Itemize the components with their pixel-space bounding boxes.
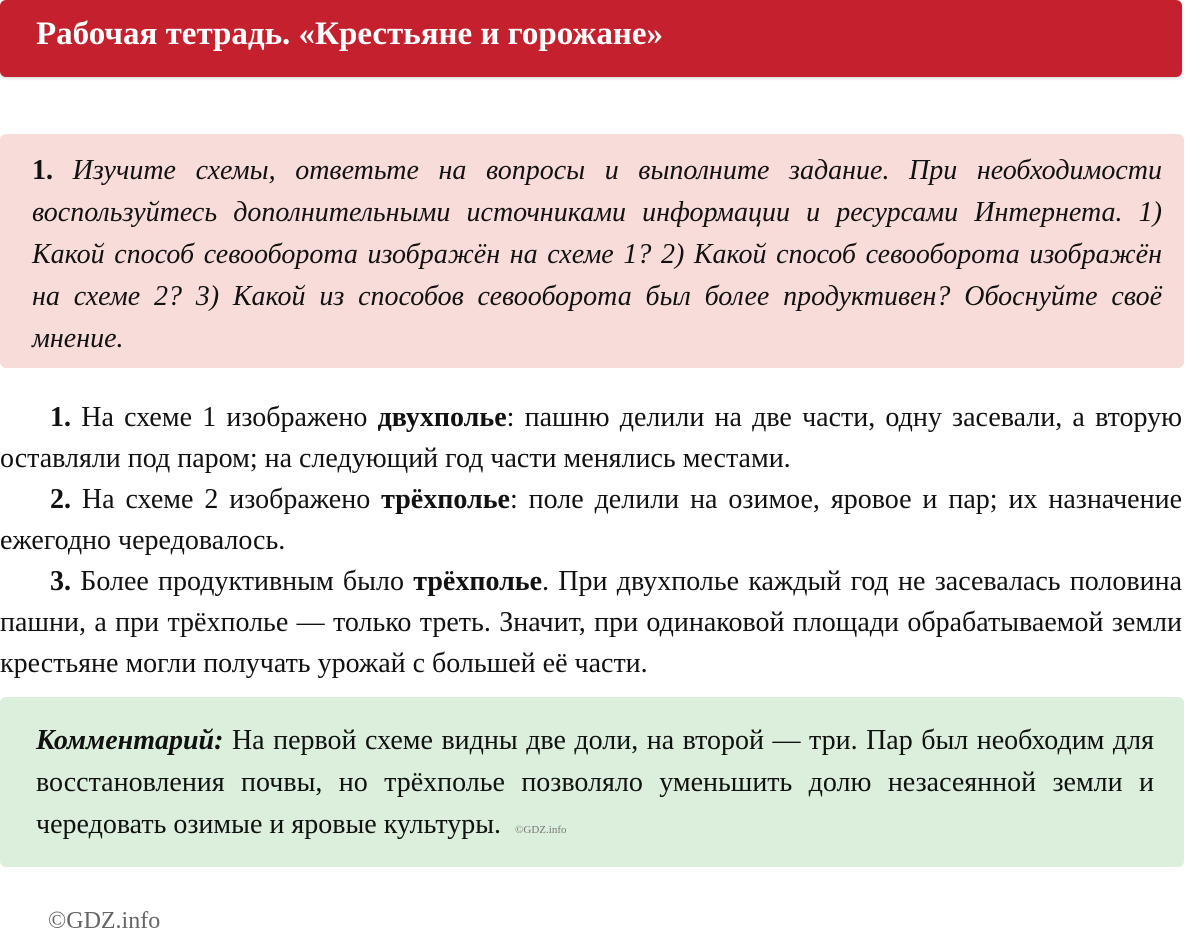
answer-item [0,561,1182,684]
answer-text: . При двухполье каждый год не засевалась половина пашни, а при трёхполье — только треть. Значит, при одинаковой площади обрабатываемой земли крестьяне могли получать урожай с большей её части. [0,566,1183,679]
answer-text: На схеме 1 изображено [81,402,368,433]
answer-item [0,397,1182,479]
header-bar [0,0,1182,77]
comment-text [36,720,1154,851]
task-text [32,150,1162,360]
answer-text: Более продуктивным было [80,566,404,597]
answer-item [0,479,1182,561]
answer-number: 2. [50,484,71,515]
answer-term: двухполье [377,402,507,433]
answer-text: На схеме 2 изображено [81,484,371,515]
comment-body: На первой схеме видны две доли, на второй — три. Пар был необходим для восстановления почвы, но трёхполье позволяло уменьшить долю незасеянной земли и чередовать озимые и яровые культуры. [36,725,1154,840]
answers [0,397,1182,684]
comment-label: Комментарий: [36,725,224,756]
answer-number: 1. [50,402,71,433]
answer-number: 3. [50,566,71,597]
task-number: 1. [32,155,53,186]
answer-term: трёхполье [413,566,543,597]
answer-text: : пашню делили на две части, одну засевали, а вторую оставляли под паром; на следующий год части менялись местами. [0,402,1183,474]
page-title: Рабочая тетрадь. «Крестьяне и горожане» [36,16,663,52]
task-question: Изучите схемы, ответьте на вопросы и выполните задание. При необходимости воспользуйтесь дополнительными источниками информации и ресурсами Интернета. 1) Какой способ севооборота изображён на схеме 1? 2) Какой способ севооборота изображён на схеме 2? 3) Какой из способов севооборота был более продуктивен? Обоснуйте своё мнение. [32,155,1162,354]
watermark-small: ©GDZ.info [515,824,567,836]
answer-text: : поле делили на озимое, яровое и пар; их назначение ежегодно чередовалось. [0,484,1183,556]
answer-term: трёхполье [381,484,510,515]
footer-watermark: ©GDZ.info [48,908,161,934]
